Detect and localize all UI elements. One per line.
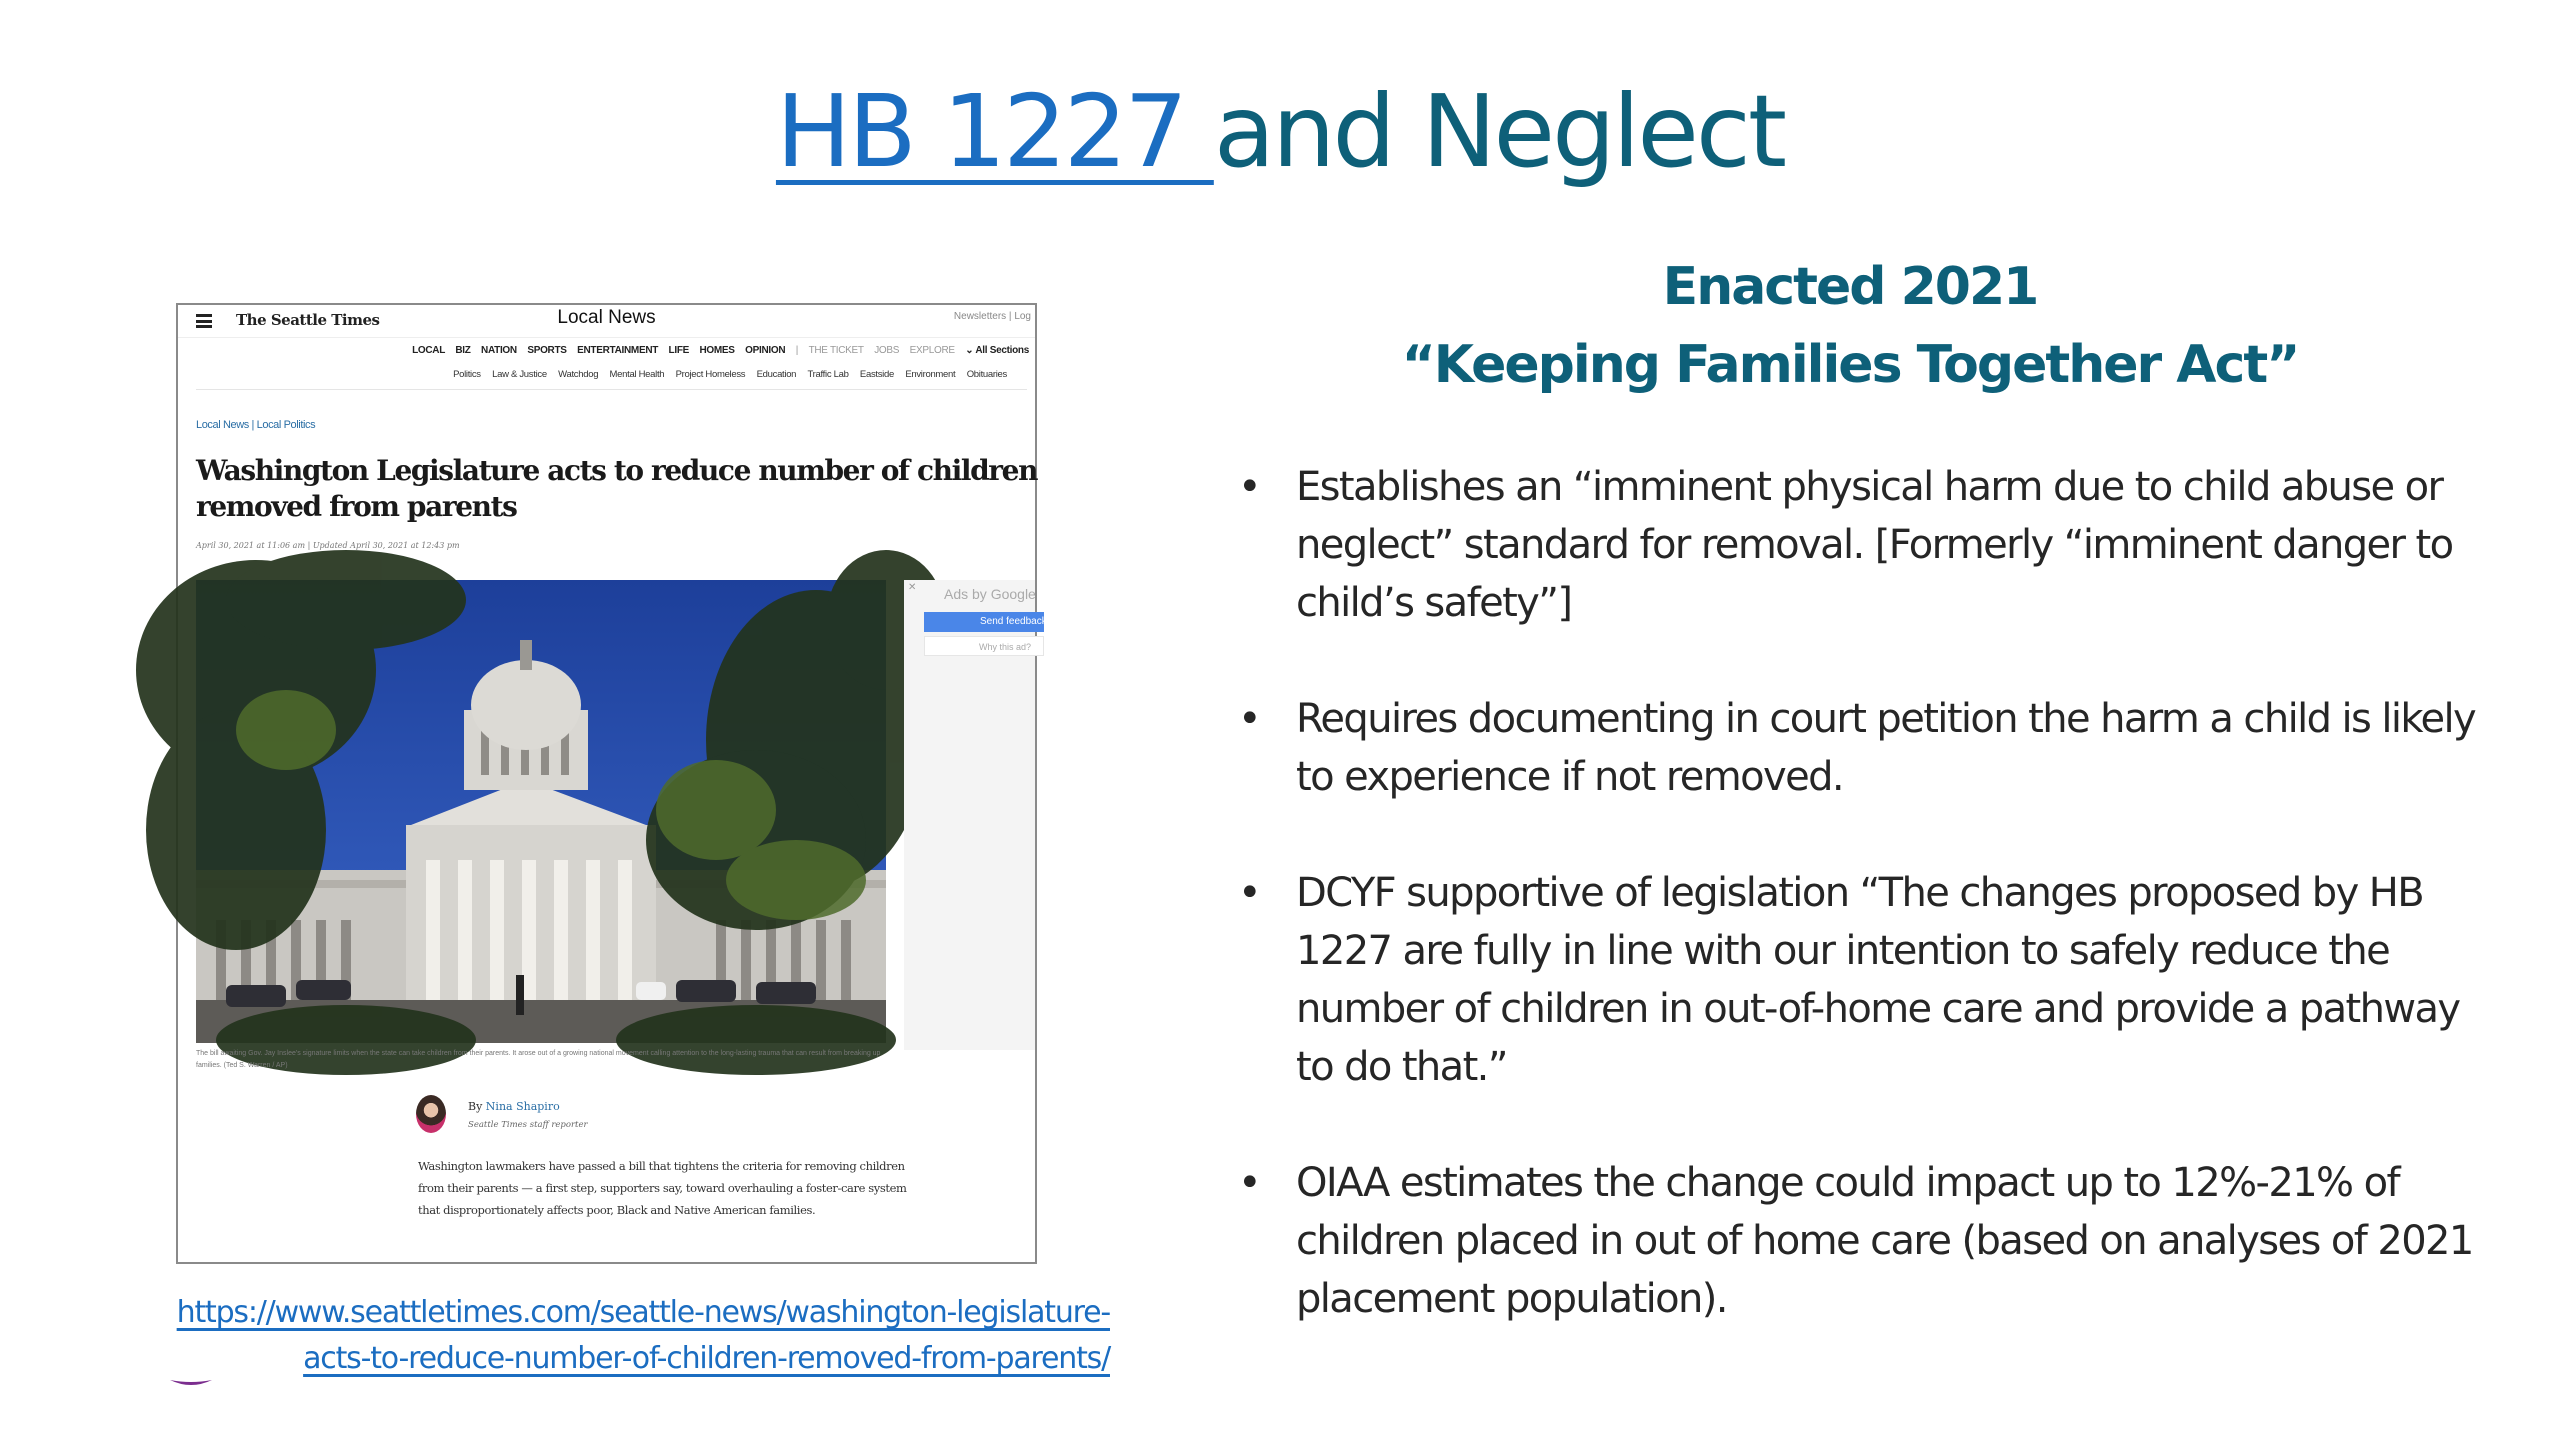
subnav-item: Mental Health [609,369,665,380]
utility-links: Newsletters | Log [953,311,1031,322]
primary-nav [404,345,1029,356]
capitol-building-image [196,580,886,1043]
subnav-item: Eastside [859,369,894,380]
chevron-down-icon: ⌄ [965,345,974,356]
article-dateline: April 30, 2021 at 11:06 am | Updated April 30, 2021 at 12:43 pm [196,541,460,550]
all-sections: All Sections [975,345,1029,356]
bullet-text: DCYF supportive of legislation “The changes proposed by HB 1227 are fully in line with our intention to safely reduce the number of children in out-of-home care and provide a pathway to do that.” [1296,870,2460,1090]
nav-item: OPINION [745,345,786,356]
nav-item: SPORTS [527,345,567,356]
author-name: Nina Shapiro [485,1100,560,1113]
slide-title [0,72,2560,192]
article-breadcrumb: Local News | Local Politics [196,419,316,431]
nav-item: LOCAL [412,345,445,356]
logo-fragment-icon [170,1378,212,1388]
photo-caption: The bill awaiting Gov. Jay Inslee's signature limits when the state can take children from their parents. It arose out of a growing national movement calling attention to the long-lasting trauma that can result from breaking up families. (Ted S. Warren / AP) [196,1050,881,1069]
nav-item: LIFE [668,345,690,356]
source-url-link[interactable] [40,1290,1110,1382]
subnav-item: Obituaries [966,369,1007,380]
seattle-times-logo: The Seattle Times [236,311,380,329]
bullet-text: OIAA estimates the change could impact up to 12%-21% of children placed in out of home care (based on analyses of 2021 placement population). [1296,1160,2473,1322]
bullet-item [1230,864,2480,1096]
divider [196,389,1027,390]
act-name: “Keeping Families Together Act” [1401,335,2299,395]
bullet-text: Requires documenting in court petition the harm a child is likely to experience if not removed. [1296,696,2476,800]
nav-item: BIZ [455,345,471,356]
nav-item: HOMES [699,345,735,356]
subnav-item: Environment [905,369,956,380]
hb1227-title-link[interactable]: HB 1227 [775,73,1214,190]
subnav-item: Law & Justice [492,369,547,380]
article-screenshot [176,303,1047,1264]
nav-item: EXPLORE [909,345,955,356]
bullet-list [1230,458,2480,1386]
byline-prefix: By [468,1100,486,1113]
subnav-item: Politics [453,369,481,380]
bullet-icon: • [1238,696,1260,742]
capitol-photo [196,580,886,1043]
secondary-nav [444,369,1007,380]
ad-panel [904,580,1047,1050]
subnav-item: Traffic Lab [807,369,849,380]
subnav-item: Education [756,369,797,380]
byline [468,1100,560,1113]
section-title: Local News [557,307,656,328]
bullet-item [1230,690,2480,806]
nav-item: JOBS [874,345,900,356]
ads-by-label: Ads by Google [944,586,1036,602]
subnav-item: Project Homeless [675,369,746,380]
subnav-item: Watchdog [558,369,599,380]
nav-item: THE TICKET [808,345,864,356]
author-avatar [416,1095,446,1133]
url-line[interactable]: acts-to-reduce-number-of-children-removed-from-parents/ [303,1341,1110,1376]
enacted-year: Enacted 2021 [1662,257,2038,317]
bullet-icon: • [1238,870,1260,916]
nav-divider: | [795,345,799,356]
headline-line: removed from parents [196,490,517,523]
act-subheading [1350,248,2350,404]
close-icon: ✕ [908,582,917,593]
site-header [178,305,1035,338]
nav-item: ENTERTAINMENT [577,345,659,356]
nav-item: NATION [481,345,517,356]
bullet-item [1230,458,2480,632]
url-line[interactable]: https://www.seattletimes.com/seattle-news/washington-legislature- [176,1295,1110,1330]
article-lede: Washington lawmakers have passed a bill that tightens the criteria for removing children from their parents — a first step, supporters say, toward overhauling a foster-care system that disproportionately affects poor, Black and Native American families. [418,1159,907,1217]
title-text: and Neglect [1213,73,1785,190]
bullet-item [1230,1154,2480,1328]
headline-line: Washington Legislature acts to reduce number of children [196,454,1038,487]
bullet-icon: • [1238,464,1260,510]
bullet-icon: • [1238,1160,1260,1206]
send-feedback-button: Send feedback [924,612,1044,632]
article-headline [196,453,1056,525]
why-this-ad-button: Why this ad? [924,636,1044,656]
author-role: Seattle Times staff reporter [468,1120,588,1130]
bullet-text: Establishes an “imminent physical harm due to child abuse or neglect” standard for removal. [Formerly “imminent danger to child’s safety”] [1296,464,2453,626]
